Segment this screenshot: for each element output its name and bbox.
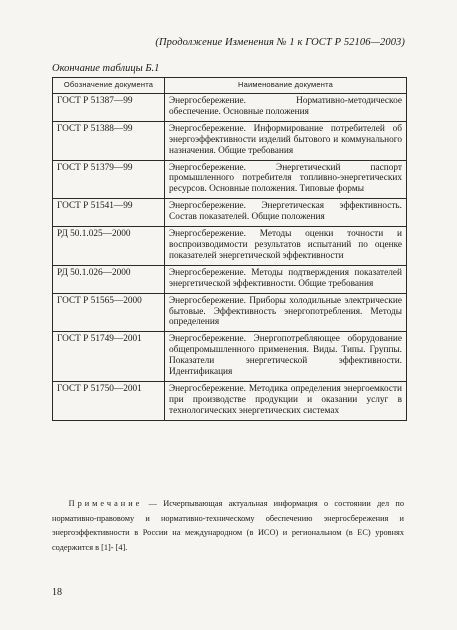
document-code: ГОСТ Р 51565—2000 xyxy=(53,293,165,332)
table-row xyxy=(53,381,407,420)
running-header: (Продолжение Изменения № 1 к ГОСТ Р 52106—2003) xyxy=(155,37,405,48)
table-caption: Окончание таблицы Б.1 xyxy=(52,63,160,74)
table-row xyxy=(53,121,407,160)
table-header-row xyxy=(53,78,407,94)
table-row xyxy=(53,265,407,293)
table-row xyxy=(53,293,407,332)
document-name: Энергосбережение. Нормативно-методическое обеспечение. Основные положения xyxy=(165,94,407,122)
document-code: РД 50.1.025—2000 xyxy=(53,227,165,266)
document-code: ГОСТ Р 51388—99 xyxy=(53,121,165,160)
column-header-code: Обозначение документа xyxy=(53,78,165,94)
document-code: ГОСТ Р 51387—99 xyxy=(53,94,165,122)
standards-table xyxy=(52,77,407,421)
document-name: Энергосбережение. Энергетическая эффективность. Состав показателей. Общие положения xyxy=(165,199,407,227)
document-code: ГОСТ Р 51750—2001 xyxy=(53,381,165,420)
page-number: 18 xyxy=(52,587,62,598)
table-row xyxy=(53,227,407,266)
document-name: Энергосбережение. Методика определения энергоемкости при производстве продукции и оказании услуг в технологических энергетических системах xyxy=(165,381,407,420)
column-header-name: Наименование документа xyxy=(165,78,407,94)
table-row xyxy=(53,94,407,122)
document-name: Энергосбережение. Информирование потребителей об энергоэффективности изделий бытового и коммунального назначения. Общие требования xyxy=(165,121,407,160)
document-name: Энергосбережение. Приборы холодильные электрические бытовые. Эффективность энергопотребления. Методы определения xyxy=(165,293,407,332)
document-code: РД 50.1.026—2000 xyxy=(53,265,165,293)
table-row xyxy=(53,199,407,227)
document-code: ГОСТ Р 51541—99 xyxy=(53,199,165,227)
document-name: Энергосбережение. Энергопотребляющее оборудование общепромышленного применения. Виды. Типы. Группы. Показатели энергетической эффективности. Идентификация xyxy=(165,332,407,382)
document-name: Энергосбережение. Методы оценки точности и воспроизводимости результатов испытаний по оценке показателей энергетической эффективности xyxy=(165,227,407,266)
table-row xyxy=(53,160,407,199)
note-label: Примечание xyxy=(68,499,143,508)
table-row xyxy=(53,332,407,382)
footnote xyxy=(52,497,404,555)
note-text: — Исчерпывающая актуальная информация о состоянии дел по нормативно-правовому и нормативно-техническому обеспечению энергосбережения и энергоэффективности в России на международном (в ИСО) и региональном (в ЕС) уровнях содержится в [1]- [4]. xyxy=(52,499,404,552)
document-name: Энергосбережение. Методы подтверждения показателей энергетической эффективности. Общие требования xyxy=(165,265,407,293)
document-code: ГОСТ Р 51379—99 xyxy=(53,160,165,199)
document-code: ГОСТ Р 51749—2001 xyxy=(53,332,165,382)
document-name: Энергосбережение. Энергетический паспорт промышленного потребителя топливно-энергетических ресурсов. Основные положения. Типовые формы xyxy=(165,160,407,199)
